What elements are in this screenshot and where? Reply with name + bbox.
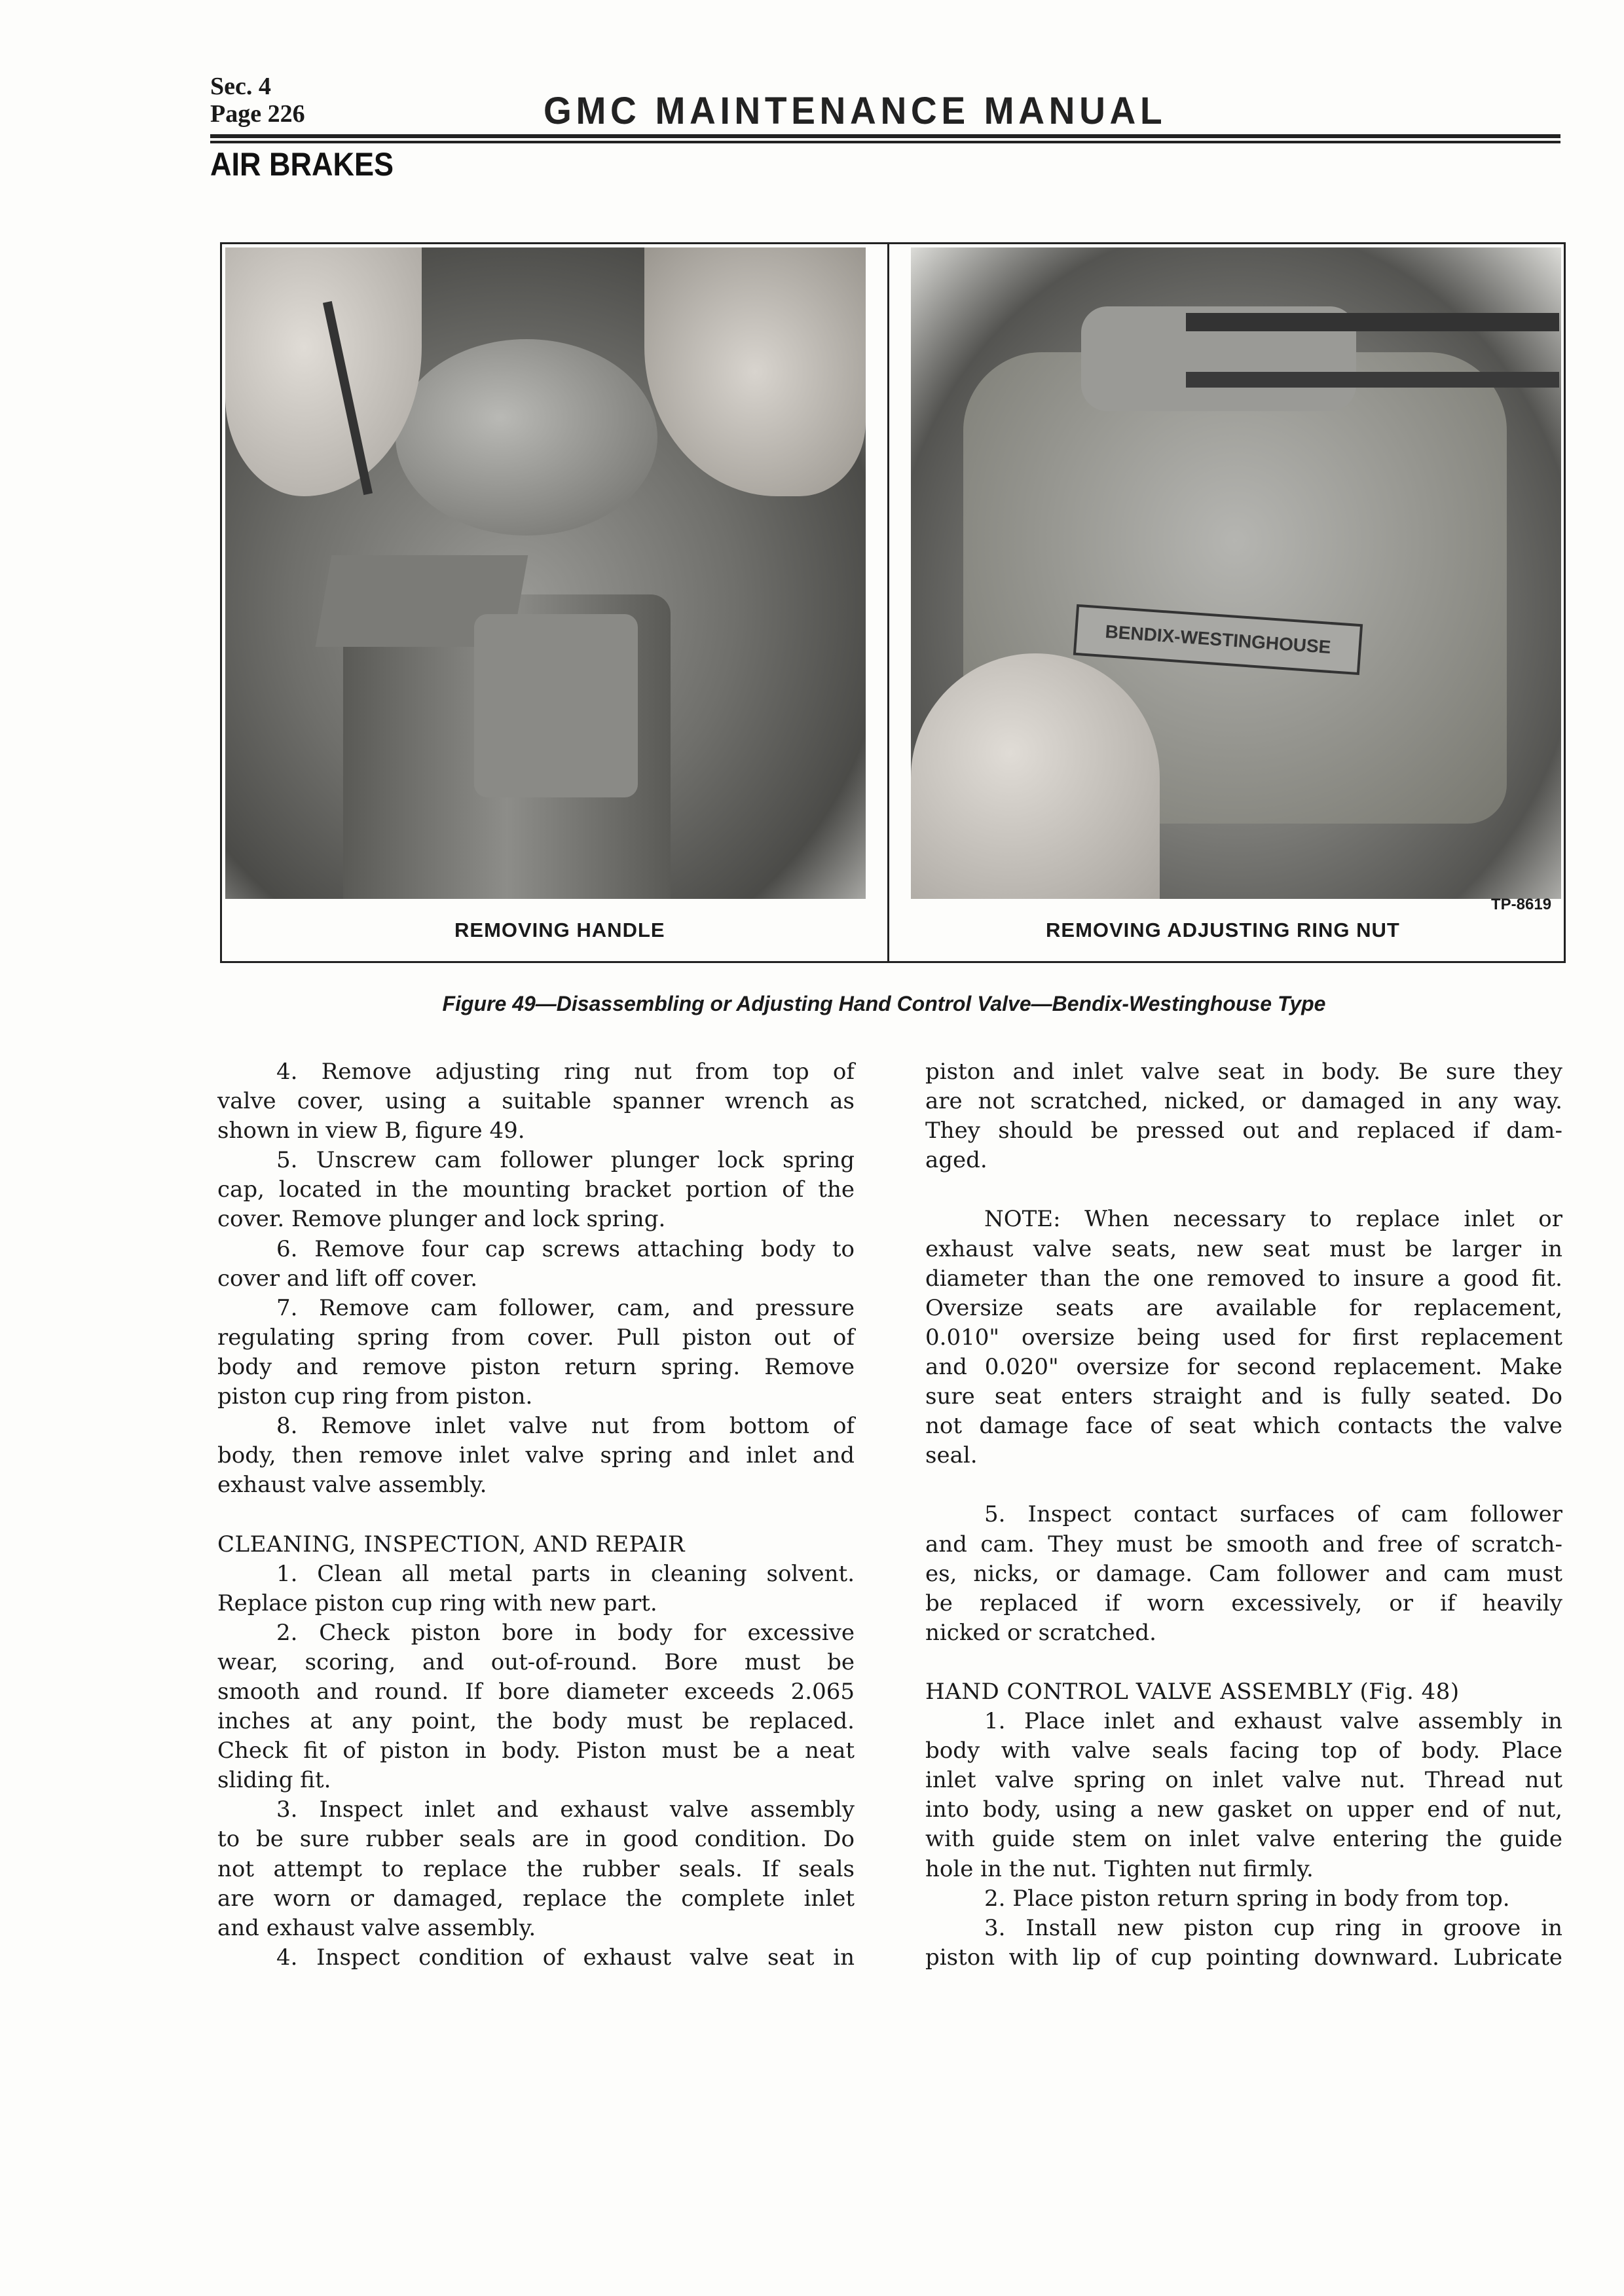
blank-line <box>925 1648 1562 1677</box>
section-number: Sec. 4 <box>210 73 271 100</box>
text-line: 7. Remove cam follower, cam, and pressure <box>276 1294 855 1321</box>
figure-reference-number: TP-8619 <box>1491 896 1552 913</box>
text-line: 3. Inspect inlet and exhaust valve assembly <box>276 1796 855 1823</box>
nameplate: BENDIX-WESTINGHOUSE <box>1073 604 1363 675</box>
text-line: 1. Place inlet and exhaust valve assembly in <box>984 1708 1562 1735</box>
section-heading: HAND CONTROL VALVE ASSEMBLY (Fig. 48) <box>925 1678 1460 1705</box>
text-line: cover and lift off cover. <box>217 1265 478 1292</box>
text-line: NOTE: When necessary to replace inlet or <box>984 1206 1562 1233</box>
text-line: 2. Check piston bore in body for excessive <box>276 1619 855 1646</box>
text-line: inches at any point, the body must be replaced. <box>217 1708 855 1735</box>
text-line: aged. <box>925 1147 987 1174</box>
text-line: cap, located in the mounting bracket portion of the <box>217 1176 855 1203</box>
text-line: and 0.020" oversize for second replacement. Make <box>925 1353 1562 1380</box>
text-line: to be sure rubber seals are in good condition. Do <box>217 1826 855 1853</box>
text-line: exhaust valve assembly. <box>217 1472 487 1499</box>
figure-49 <box>220 242 1566 963</box>
text-line: 5. Unscrew cam follower plunger lock spring <box>276 1147 855 1174</box>
figure-caption: Figure 49—Disassembling or Adjusting Hand Control Valve—Bendix-Westinghouse Type <box>442 992 1326 1015</box>
text-line: sure seat enters straight and is fully seated. Do <box>925 1383 1562 1410</box>
text-line: smooth and round. If bore diameter exceeds 2.065 <box>217 1678 855 1705</box>
text-line: piston with lip of cup pointing downward. Lubricate <box>925 1944 1562 1971</box>
text-line: and exhaust valve assembly. <box>217 1914 536 1941</box>
text-line: body, then remove inlet valve spring and inlet and <box>217 1442 855 1469</box>
blank-line <box>925 1175 1562 1205</box>
page-number: Page 226 <box>210 100 305 128</box>
text-line: Oversize seats are available for replacement, <box>925 1294 1562 1321</box>
text-line: 0.010" oversize being used for first replacement <box>925 1324 1562 1351</box>
text-line: piston and inlet valve seat in body. Be sure they <box>925 1059 1562 1085</box>
text-line: not damage face of seat which contacts the valve <box>925 1413 1562 1440</box>
text-line: body with valve seals facing top of body. Place <box>925 1738 1562 1764</box>
text-line: cover. Remove plunger and lock spring. <box>217 1206 666 1233</box>
text-line: and cam. They must be smooth and free of scratch- <box>925 1531 1562 1558</box>
text-line: valve cover, using a suitable spanner wrench as <box>217 1088 855 1115</box>
left-text-column <box>217 1057 855 1973</box>
text-line: be replaced if worn excessively, or if heavily <box>925 1590 1562 1616</box>
text-line: seal. <box>925 1442 978 1469</box>
figure-divider <box>887 242 889 961</box>
text-line: They should be pressed out and replaced if dam- <box>925 1118 1562 1144</box>
blank-line <box>925 1470 1562 1500</box>
text-line: are worn or damaged, replace the complete inlet <box>217 1885 855 1912</box>
chapter-heading: AIR BRAKES <box>210 146 394 183</box>
text-line: wear, scoring, and out-of-round. Bore must be <box>217 1649 855 1675</box>
view-a-label: REMOVING HANDLE <box>454 919 665 941</box>
text-line: are not scratched, nicked, or damaged in any way. <box>925 1088 1562 1115</box>
text-line: 5. Inspect contact surfaces of cam follower <box>984 1501 1562 1528</box>
text-line: piston cup ring from piston. <box>217 1383 533 1410</box>
manual-title: GMC MAINTENANCE MANUAL <box>544 90 1167 132</box>
text-line: Replace piston cup ring with new part. <box>217 1590 657 1616</box>
photo-removing-handle <box>225 247 866 899</box>
section-heading: CLEANING, INSPECTION, AND REPAIR <box>217 1531 685 1558</box>
text-line: diameter than the one removed to insure a good fit. <box>925 1265 1562 1292</box>
text-line: not attempt to replace the rubber seals. If seals <box>217 1855 855 1882</box>
photo-removing-adjusting-ring-nut <box>911 247 1561 899</box>
text-line: 3. Install new piston cup ring in groove in <box>984 1914 1562 1941</box>
text-line: shown in view B, figure 49. <box>217 1118 525 1144</box>
right-text-column <box>925 1057 1562 1973</box>
text-line: inlet valve spring on inlet valve nut. Thread nut <box>925 1767 1562 1794</box>
text-line: nicked or scratched. <box>925 1619 1156 1646</box>
text-line: 1. Clean all metal parts in cleaning solvent. <box>276 1560 855 1587</box>
header-rule-top <box>210 134 1560 138</box>
text-line: 2. Place piston return spring in body from top. <box>984 1885 1510 1912</box>
text-line: hole in the nut. Tighten nut firmly. <box>925 1855 1314 1882</box>
text-line: 4. Inspect condition of exhaust valve seat in <box>276 1944 855 1971</box>
text-line: es, nicks, or damage. Cam follower and cam must <box>925 1560 1562 1587</box>
text-line: into body, using a new gasket on upper end of nut, <box>925 1796 1562 1823</box>
text-line: 4. Remove adjusting ring nut from top of <box>276 1059 855 1085</box>
text-line: 6. Remove four cap screws attaching body to <box>276 1235 855 1262</box>
view-b-label: REMOVING ADJUSTING RING NUT <box>1046 919 1400 941</box>
text-line: regulating spring from cover. Pull piston out of <box>217 1324 855 1351</box>
text-line: body and remove piston return spring. Remove <box>217 1353 855 1380</box>
text-line: sliding fit. <box>217 1767 331 1794</box>
text-line: exhaust valve seats, new seat must be larger in <box>925 1235 1562 1262</box>
blank-line <box>217 1500 855 1529</box>
text-line: Check fit of piston in body. Piston must be a neat <box>217 1738 855 1764</box>
text-line: with guide stem on inlet valve entering the guide <box>925 1826 1562 1853</box>
header-rule-bottom <box>210 141 1560 143</box>
text-line: 8. Remove inlet valve nut from bottom of <box>276 1413 855 1440</box>
